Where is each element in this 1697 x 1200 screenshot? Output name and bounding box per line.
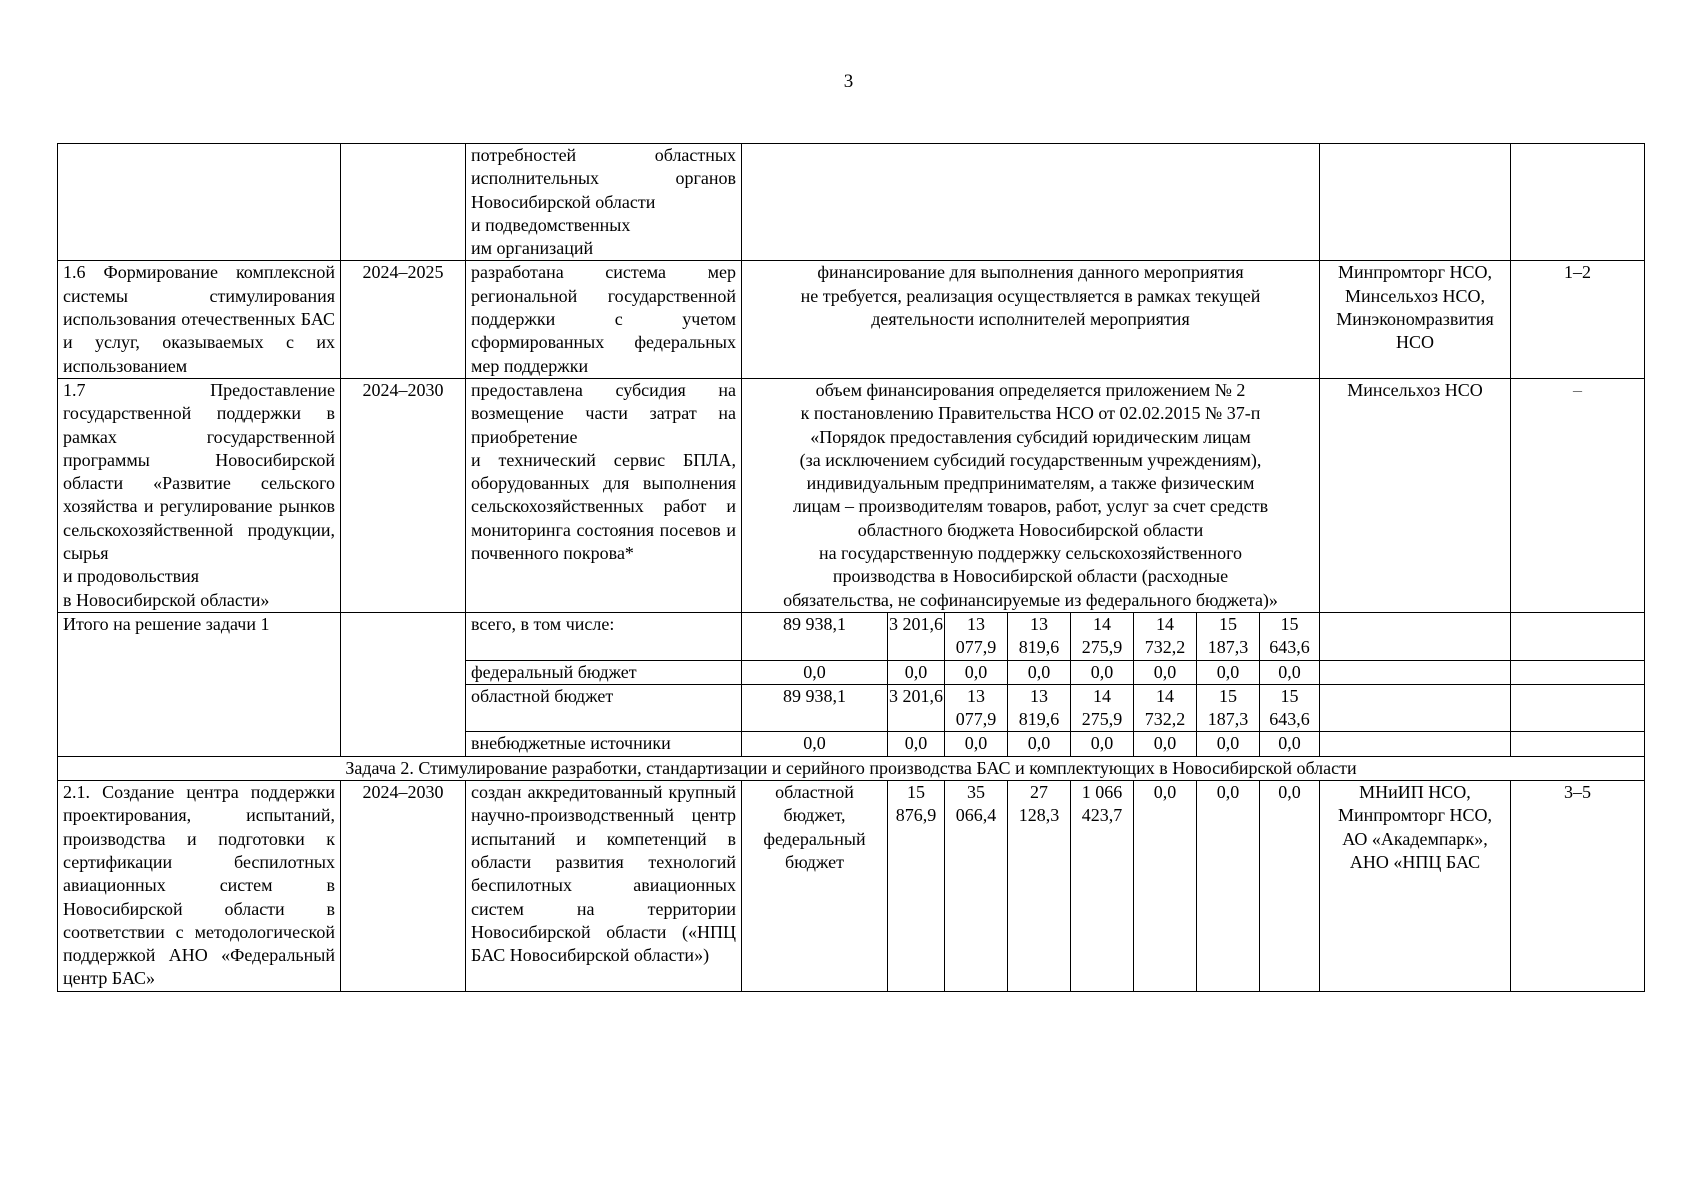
financing-cell [742,144,1320,261]
year-cell: 3 201,6 [888,684,945,732]
year-cell: 35 066,4 [945,781,1008,992]
year-cell: 0,0 [1197,781,1260,992]
year-cell: 3 201,6 [888,612,945,660]
year-cell: 15 876,9 [888,781,945,992]
year-cell: 0,0 [1008,660,1071,684]
result-cell: разработана система мер региональной государственной поддержки с учетом сформированных федеральных мер поддержки [466,261,742,378]
executors-cell [1320,660,1511,684]
year-cell: 0,0 [888,732,945,756]
total-cell: 89 938,1 [742,684,888,732]
year-cell: 13 077,9 [945,612,1008,660]
event-row-1-6 [58,261,1645,378]
source-cell: федеральный бюджет [466,660,742,684]
year-cell: 0,0 [1071,732,1134,756]
year-cell: 1 066 423,7 [1071,781,1134,992]
year-cell: 14 732,2 [1134,612,1197,660]
year-cell: 0,0 [1008,732,1071,756]
event-row-1-7 [58,378,1645,612]
period-cell [341,612,466,756]
year-cell: 13 077,9 [945,684,1008,732]
year-cell: 0,0 [1134,660,1197,684]
financing-note-cell: финансирование для выполнения данного мероприятия не требуется, реализация осуществляется в рамках текущей деятельности исполнителей мероприятия [742,261,1320,378]
executors-cell [1320,732,1511,756]
page-number: 3 [843,71,854,92]
source-cell: областной бюджет [466,684,742,732]
year-cell: 0,0 [1260,781,1320,992]
continuation-row [58,144,1645,261]
total-row [58,612,1645,660]
executors-cell [1320,144,1511,261]
indicator-cell [1511,684,1645,732]
source-cell: всего, в том числе: [466,612,742,660]
source-cell: внебюджетные источники [466,732,742,756]
result-cell: потребностей областных исполнительных органов Новосибирской области и подведомственных им организаций [466,144,742,261]
total-label-cell: Итого на решение задачи 1 [58,612,341,756]
year-cell: 0,0 [888,660,945,684]
event-name-cell: 2.1. Создание центра поддержки проектирования, испытаний, производства и подготовки к сертификации беспилотных авиационных систем в Новосибирской области в соответствии с методологической поддержкой АНО «Федеральный центр БАС» [58,781,341,992]
source-cell: областной бюджет, федеральный бюджет [742,781,888,992]
year-cell: 0,0 [1197,660,1260,684]
year-cell: 15 643,6 [1260,684,1320,732]
event-name-cell: 1.7 Предоставление государственной поддержки в рамках государственной программы Новосибирской области «Развитие сельского хозяйства и регулирование рынков сельскохозяйственной продукции, сырья и продовольствия в Новосибирской области» [58,378,341,612]
executors-cell [1320,684,1511,732]
indicator-cell [1511,612,1645,660]
indicator-cell: 1–2 [1511,261,1645,378]
indicator-cell [1511,144,1645,261]
period-cell [341,144,466,261]
executors-cell: Минсельхоз НСО [1320,378,1511,612]
year-cell: 0,0 [1134,781,1197,992]
financing-note-cell: объем финансирования определяется приложением № 2 к постановлению Правительства НСО от 02.02.2015 № 37-п «Порядок предоставления субсидий юридическим лицам (за исключением субсидий государственным учреждениям), индивидуальным предпринимателям, а также физическим лицам – производителям товаров, работ, услуг за счет средств областного бюджета Новосибирской области на государственную поддержку сельскохозяйственного производства в Новосибирской области (расходные обязательства, не софинансируемые из федерального бюджета)» [742,378,1320,612]
total-cell: 89 938,1 [742,612,888,660]
year-cell: 14 275,9 [1071,684,1134,732]
period-cell: 2024–2025 [341,261,466,378]
year-cell: 0,0 [1260,660,1320,684]
year-cell: 0,0 [1260,732,1320,756]
executors-cell [1320,612,1511,660]
result-cell: создан аккредитованный крупный научно-производственный центр испытаний и компетенций в области развития технологий беспилотных авиационных систем на территории Новосибирской области («НПЦ БАС Новосибирской области») [466,781,742,992]
year-cell: 13 819,6 [1008,612,1071,660]
task-2-header-row [58,756,1645,780]
total-cell: 0,0 [742,732,888,756]
total-cell: 0,0 [742,660,888,684]
year-cell: 0,0 [945,660,1008,684]
year-cell: 0,0 [945,732,1008,756]
executors-cell: Минпромторг НСО, Минсельхоз НСО, Минэкономразвития НСО [1320,261,1511,378]
result-cell: предоставлена субсидия на возмещение части затрат на приобретение и технический сервис БПЛА, оборудованных для выполнения сельскохозяйственных работ и мониторинга состояния посевов и почвенного покрова* [466,378,742,612]
year-cell: 27 128,3 [1008,781,1071,992]
indicator-cell: – [1511,378,1645,612]
year-cell: 14 732,2 [1134,684,1197,732]
event-row-2-1 [58,781,1645,992]
period-cell: 2024–2030 [341,781,466,992]
event-name-cell: 1.6 Формирование комплексной системы стимулирования использования отечественных БАС и услуг, оказываемых с их использованием [58,261,341,378]
executors-cell: МНиИП НСО, Минпромторг НСО, АО «Академпарк», АНО «НПЦ БАС [1320,781,1511,992]
period-cell: 2024–2030 [341,378,466,612]
year-cell: 0,0 [1197,732,1260,756]
event-name-cell [58,144,341,261]
year-cell: 0,0 [1134,732,1197,756]
program-table [57,143,1645,992]
task-header: Задача 2. Стимулирование разработки, стандартизации и серийного производства БАС и комплектующих в Новосибирской области [58,756,1645,780]
indicator-cell [1511,660,1645,684]
year-cell: 15 643,6 [1260,612,1320,660]
indicator-cell [1511,732,1645,756]
year-cell: 15 187,3 [1197,684,1260,732]
year-cell: 14 275,9 [1071,612,1134,660]
year-cell: 13 819,6 [1008,684,1071,732]
indicator-cell: 3–5 [1511,781,1645,992]
year-cell: 0,0 [1071,660,1134,684]
year-cell: 15 187,3 [1197,612,1260,660]
